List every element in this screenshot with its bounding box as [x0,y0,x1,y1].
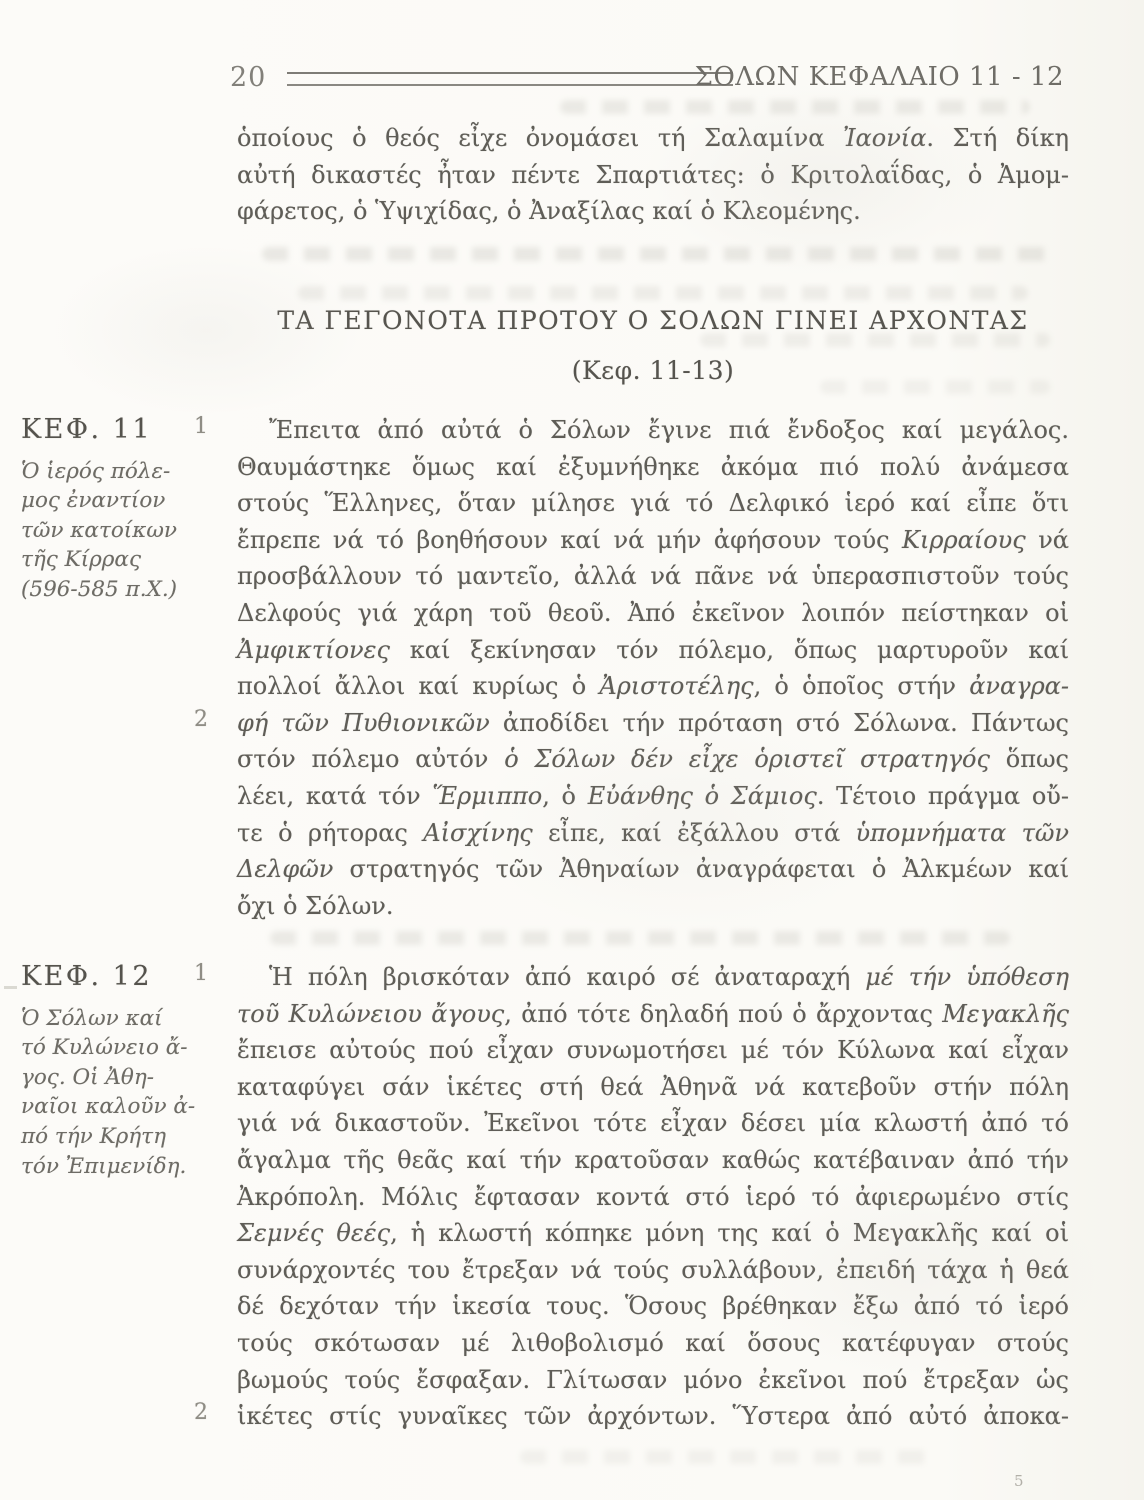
section-heading [237,303,1069,385]
bleed-through-artifact [560,100,1030,114]
running-header-title: ΣΟΛΩΝ ΚΕΦΑΛΑΙΟ 11 - 12 [694,62,1064,92]
text-line: βωμούς τούς ἔσφαξαν. Γλίτωσαν μόνο ἐκεῖνοι πού ἔτρεξαν ὡς [237,1365,1069,1394]
margin-note-line: τῆς Κίρρας [21,547,141,573]
text-line: γιά νά δικαστοῦν. Ἐκεῖνοι τότε εἶχαν δέσει μία κλωστή ἀπό τό [237,1109,1069,1138]
text-line: δέ δεχόταν τήν ἱκεσία τους. Ὅσους βρέθηκαν ἔξω ἀπό τό ἱερό [237,1292,1069,1321]
margin-note-line: (596-585 π.Χ.) [21,576,178,602]
text-line: ἄγαλμα τῆς θεᾶς καί τήν κρατοῦσαν καθώς κατέβαιναν ἀπό τήν [237,1145,1069,1174]
chapter-11-text [237,412,1069,924]
text-line: Θαυμάστηκε ὅμως καί ἐξυμνήθηκε ἀκόμα πιό πολύ ἀνάμεσα [237,452,1069,481]
intro-paragraph [237,120,1069,230]
chapter-12 [21,959,1069,1435]
text-line: Ἡ πόλη βρισκόταν ἀπό καιρό σέ ἀναταραχή μέ τήν ὑπόθεση [269,963,1069,991]
margin-note-line: ναῖοι καλοῦν ἀ- [21,1094,196,1120]
text-line: αὐτή δικαστές ἦταν πέντε Σπαρτιάτες: ὁ Κριτολαΐδας, ὁ Ἀμομ- [237,160,1069,189]
text-line: ὄχι ὁ Σόλων. [237,891,394,920]
text-line: Σεμνές θεές, ἡ κλωστή κόπηκε μόνη της καί ὁ Μεγακλῆς καί οἱ [237,1219,1069,1248]
text-line: Ἀμφικτίονες καί ξεκίνησαν τόν πόλεμο, ὅπως μαρτυροῦν καί [237,635,1069,664]
margin-note-line: πό τήν Κρήτη [21,1123,166,1149]
chapter-11-label: ΚΕΦ. 11 [21,414,153,445]
chapter-11-margin [21,412,226,605]
text-line: συνάρχοντές του ἔτρεξαν νά τούς συλλάβουν, ἐπειδή τάχα ἡ θεά [237,1255,1069,1284]
text-line: τούς σκότωσαν μέ λιθοβολισμό καί ὅσους κατέφυγαν στούς [237,1328,1069,1357]
text-line: φάρετος, ὁ Ὑψιχίδας, ὁ Ἀναξίλας καί ὁ Κλεομένης. [237,197,861,226]
text-line: καταφύγει σάν ἱκέτες στή θεά Ἀθηνᾶ νά κατεβοῦν στήν πόλη [237,1072,1069,1101]
bleed-through-artifact [270,931,1010,945]
section-heading-subtitle: (Κεφ. 11-13) [571,356,735,385]
chapter-12-margin [21,959,226,1181]
header-rule [287,72,733,86]
bottom-stray-mark: 5 [1014,1472,1024,1490]
margin-note-line: μος ἐναντίον [21,488,166,514]
text-line: ἱκέτες στίς γυναῖκες τῶν ἀρχόντων. Ὕστερα ἀπό αὐτό ἀποκα- [237,1402,1069,1431]
paragraph-number: 2 [194,1400,208,1426]
text-line: λέει, κατά τόν Ἕρμιππο, ὁ Εὐάνθης ὁ Σάμιος. Τέτοιο πράγμα οὔ- [237,781,1069,810]
paragraph-number: 2 [194,706,208,732]
chapter-11 [21,412,1070,924]
bleed-through-artifact [262,247,1052,261]
chapter-12-text [237,959,1069,1435]
margin-note-line: τῶν κατοίκων [21,517,177,543]
text-line: φή τῶν Πυθιονικῶν ἀποδίδει τήν πρόταση στό Σόλωνα. Πάντως [237,708,1069,737]
margin-smudge-artifact [4,986,17,989]
margin-note-line: τόν Ἐπιμενίδη. [21,1153,187,1179]
chapter-12-label: ΚΕΦ. 12 [21,961,153,992]
text-line: ἔπρεπε νά τό βοηθήσουν καί νά μήν ἀφήσουν τούς Κιρραίους νά [237,525,1069,554]
paragraph-number: 1 [194,961,208,986]
text-line: στόν πόλεμο αὐτόν ὁ Σόλων δέν εἶχε ὁριστεῖ στρατηγός ὅπως [237,745,1069,774]
page-number: 20 [230,62,267,93]
text-line: προσβάλλουν τό μαντεῖο, ἀλλά νά πᾶνε νά ὑπερασπιστοῦν τούς [237,562,1069,591]
bleed-through-artifact [298,286,1028,300]
bleed-through-artifact [520,1450,940,1464]
margin-note-line: τό Κυλώνειο ἄ- [21,1035,188,1061]
text-line: Ἀκρόπολη. Μόλις ἔφτασαν κοντά στό ἱερό τό ἀφιερωμένο στίς [237,1182,1069,1211]
margin-note-line: γος. Οἱ Ἀθη- [21,1064,155,1090]
text-line: πολλοί ἄλλοι καί κυρίως ὁ Ἀριστοτέλης, ὁ ὁποῖος στήν ἀναγρα- [237,672,1069,701]
text-line: Δελφούς γιά χάρη τοῦ θεοῦ. Ἀπό ἐκεῖνον λοιπόν πείστηκαν οἱ [237,598,1069,627]
text-line: Δελφῶν στρατηγός τῶν Ἀθηναίων ἀναγράφεται ὁ Ἀλκμέων καί [237,855,1069,884]
text-line: τοῦ Κυλώνειου ἄγους, ἀπό τότε δηλαδή πού ὁ ἄρχοντας Μεγακλῆς [237,999,1069,1028]
text-line: ὁποίους ὁ θεός εἶχε ὀνομάσει τή Σαλαμίνα Ἰαονία. Στή δίκη [237,124,1069,152]
margin-note-line: Ὁ ἱερός πόλε- [21,458,171,484]
text-line: στούς Ἕλληνες, ὅταν μίλησε γιά τό Δελφικό ἱερό καί εἶπε ὅτι [237,489,1069,518]
text-line: τε ὁ ρήτορας Αἰσχίνης εἶπε, καί ἐξάλλου στά ὑπομνήματα τῶν [237,818,1070,847]
chapter-12-margin-note [21,1004,226,1182]
chapter-11-margin-note [21,457,226,605]
section-heading-title: ΤΑ ΓΕΓΟΝΟΤΑ ΠΡΟΤΟΥ Ο ΣΟΛΩΝ ΓΙΝΕΙ ΑΡΧΟΝΤΑΣ [277,306,1029,335]
text-line: Ἔπειτα ἀπό αὐτά ὁ Σόλων ἔγινε πιά ἔνδοξος καί μεγάλος. [269,416,1069,444]
text-line: ἔπεισε αὐτούς πού εἶχαν συνωμοτήσει μέ τόν Κύλωνα καί εἶχαν [237,1036,1069,1065]
margin-note-line: Ὁ Σόλων καί [21,1005,163,1031]
paragraph-number: 1 [194,414,208,439]
